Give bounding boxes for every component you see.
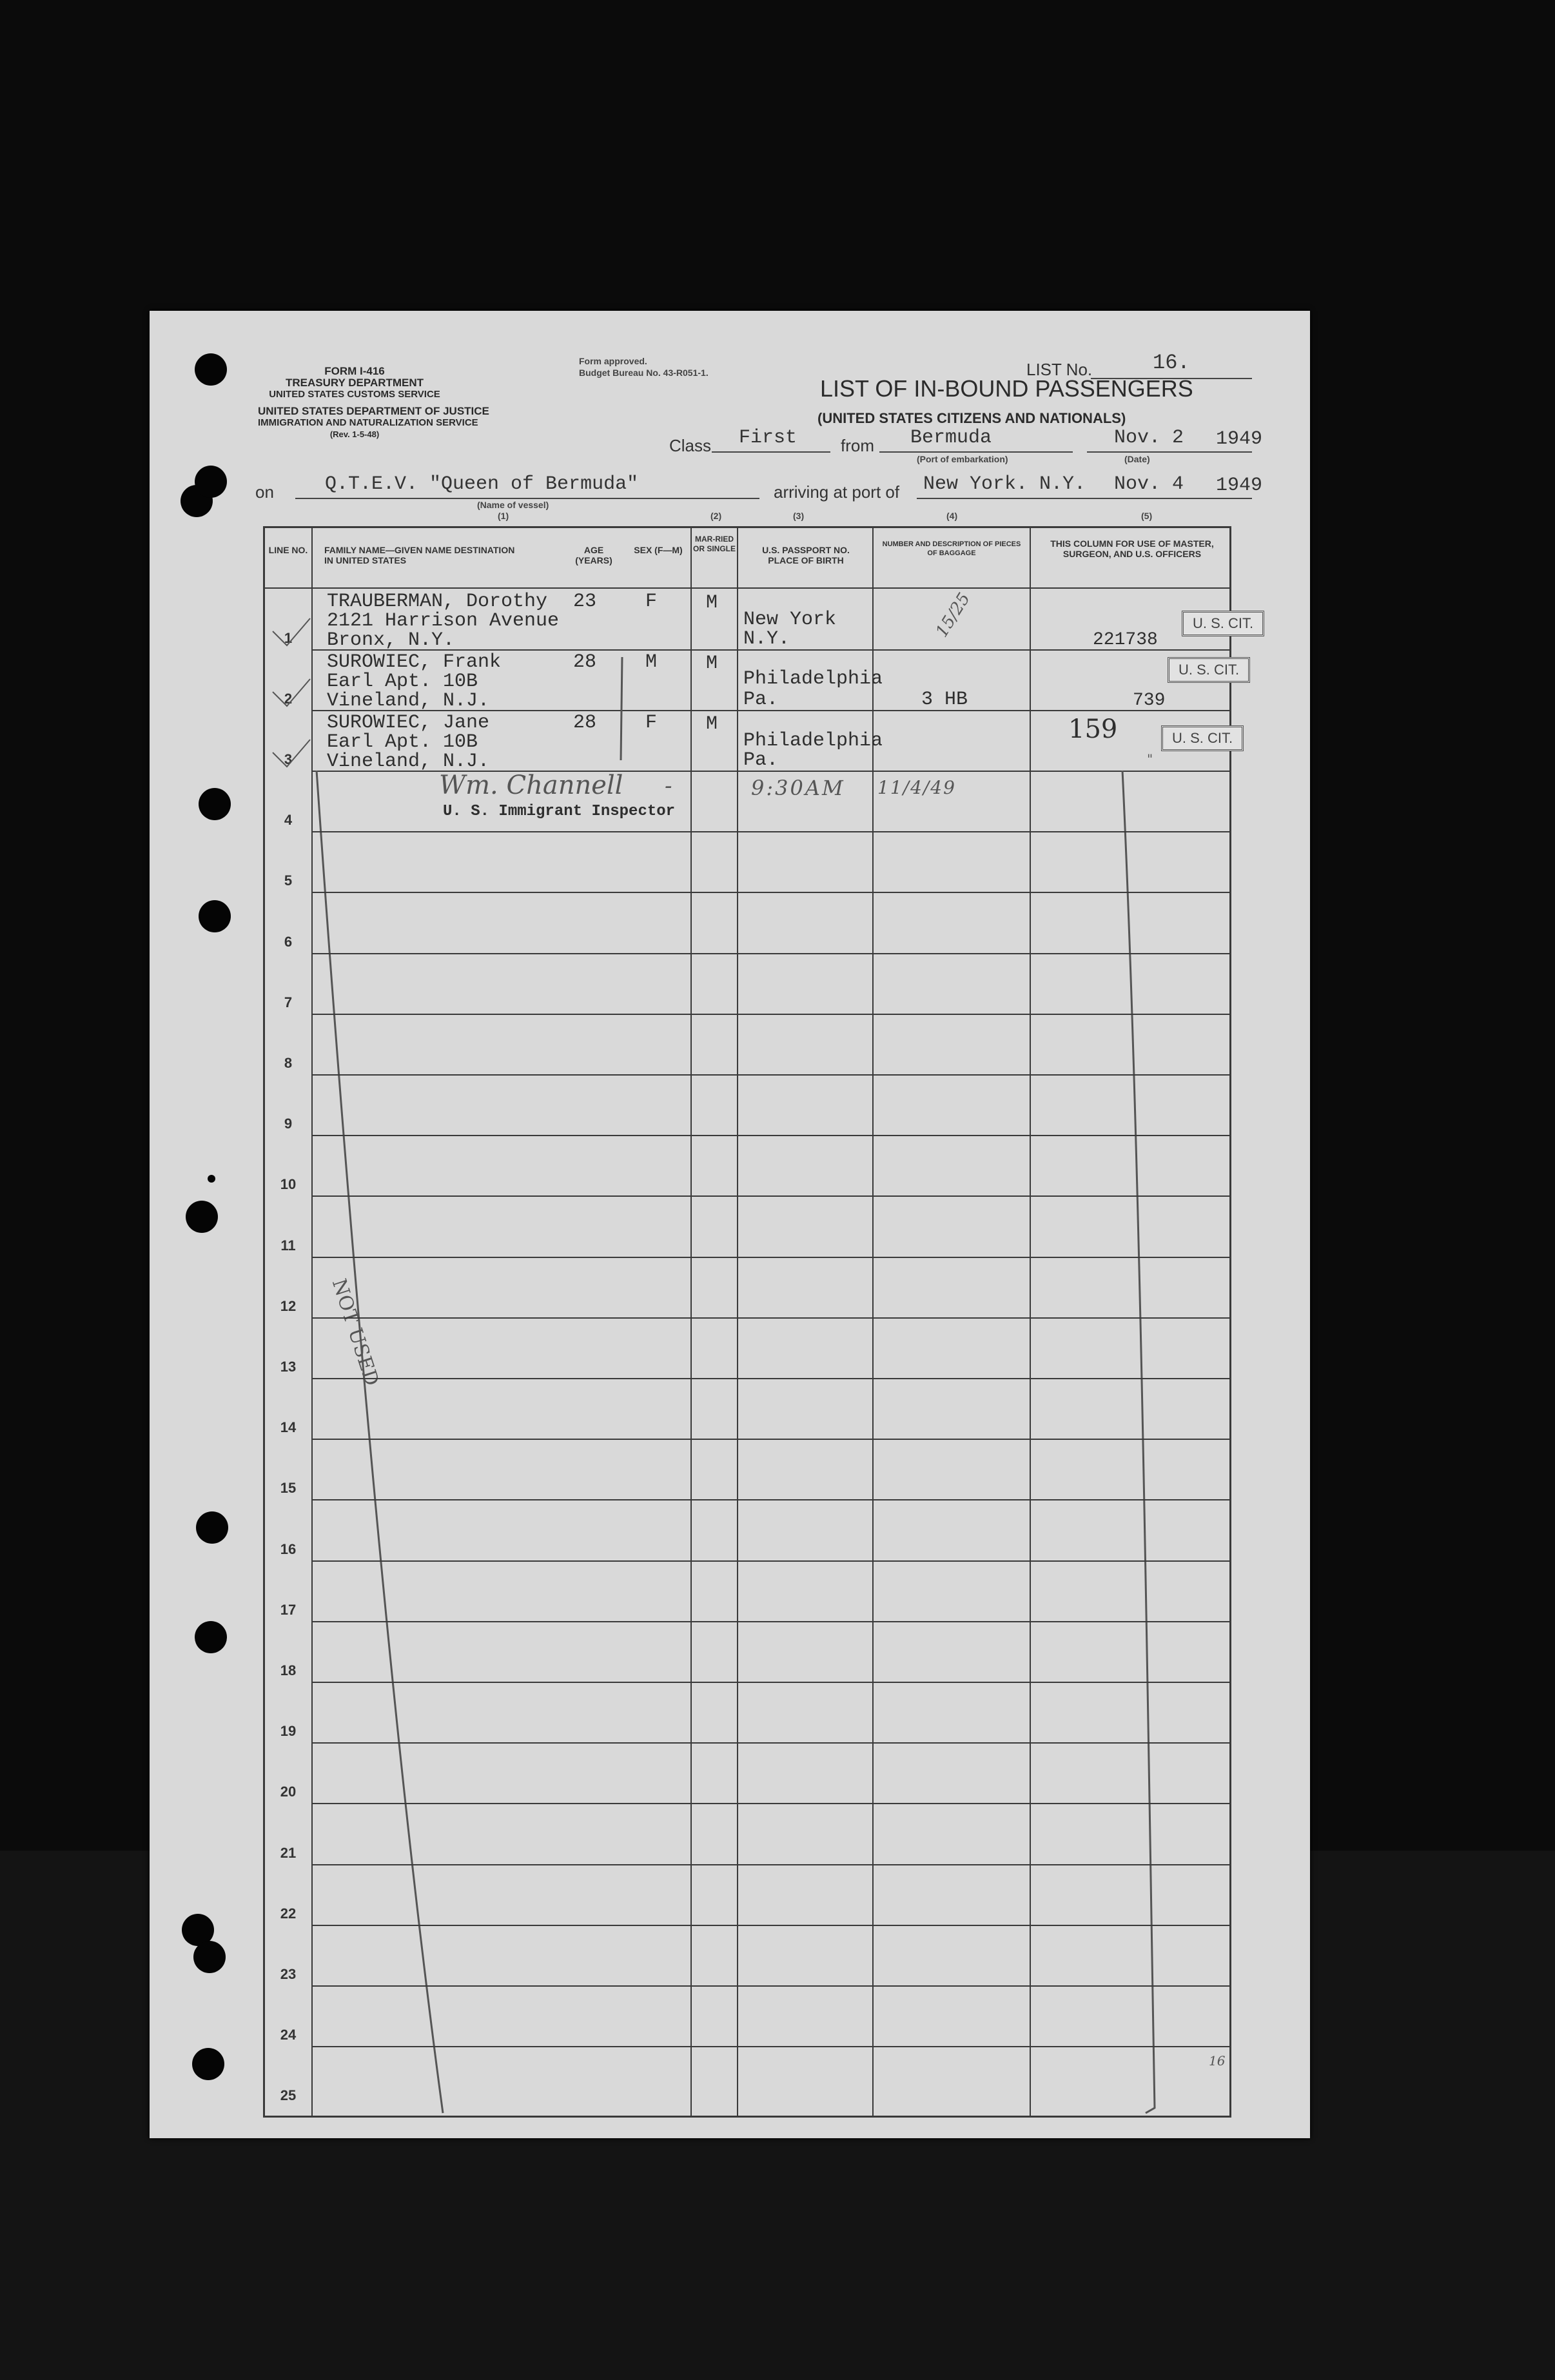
row-rule (311, 1135, 1229, 1136)
col-marker-1: (1) (498, 511, 509, 521)
department-treasury: TREASURY DEPARTMENT (285, 377, 424, 389)
passenger-address: Earl Apt. 10B (327, 731, 478, 753)
passenger-city: Bronx, N.Y. (327, 629, 455, 651)
passenger-city: Vineland, N.J. (327, 690, 490, 712)
punch-hole (196, 1511, 228, 1544)
list-no-line (1091, 378, 1252, 379)
arrival-date: Nov. 4 (1114, 473, 1184, 495)
row-rule (311, 1014, 1229, 1015)
line-number: 25 (280, 2087, 297, 2104)
line-number: 9 (284, 1116, 293, 1132)
line-number: 12 (280, 1297, 297, 1314)
punch-hole (195, 1621, 227, 1653)
birthplace: Philadelphia (743, 668, 883, 690)
departure-date: Nov. 2 (1114, 427, 1184, 449)
line-number: 10 (280, 1176, 297, 1193)
col-marker-3: (3) (793, 511, 805, 521)
birthplace: Philadelphia (743, 730, 883, 752)
arrival-year: 1949 (1216, 475, 1263, 497)
date-line (1087, 451, 1252, 453)
line-number: 21 (280, 1844, 297, 1861)
header-passport: U.S. PASSPORT NO. PLACE OF BIRTH (762, 545, 850, 565)
punch-hole (199, 788, 231, 820)
line-number: 13 (280, 1359, 297, 1375)
inspector-signature: Wm. Channell (439, 771, 623, 800)
row-rule (311, 1195, 1229, 1197)
line-number: 6 (284, 933, 293, 950)
check-mark (273, 740, 310, 767)
row-rule (311, 831, 1229, 832)
punch-hole (192, 2048, 224, 2080)
row-rule (311, 892, 1229, 893)
line-number: 16 (280, 1540, 297, 1557)
from-caption: (Port of embarkation) (917, 454, 1008, 464)
passenger-sex: F (645, 712, 658, 734)
header-name: FAMILY NAME—GIVEN NAME DESTINATION IN UNITED STATES (324, 545, 515, 565)
passenger-name: SUROWIEC, Frank (327, 651, 502, 673)
passenger-age: 23 (573, 591, 597, 613)
ditto-mark: " (1147, 751, 1153, 767)
line-number: 4 (284, 812, 293, 829)
passenger-sex: F (645, 591, 658, 613)
punch-hole (195, 353, 227, 386)
line-number: 2 (284, 691, 293, 707)
from-label: from (841, 436, 874, 455)
vessel-value: Q.T.E.V. "Queen of Bermuda" (325, 473, 639, 495)
punch-hole (186, 1201, 218, 1233)
birthplace-state: Pa. (743, 749, 779, 771)
passenger-city: Vineland, N.J. (327, 751, 490, 772)
passenger-age: 28 (573, 651, 597, 673)
cancel-line-right (1122, 771, 1155, 2113)
header-baggage: NUMBER AND DESCRIPTION OF PIECES OF BAGGAGE (882, 540, 1021, 557)
list-no-label: LIST No. (1026, 360, 1093, 379)
officer-number: 221738 (1093, 630, 1158, 650)
line-number: 20 (280, 1784, 297, 1800)
citizen-stamp: U. S. CIT. (1168, 657, 1250, 683)
departure-year: 1949 (1216, 428, 1263, 450)
passenger-address: Earl Apt. 10B (327, 671, 478, 693)
line-number: 19 (280, 1723, 297, 1740)
arrival-port: New York. N.Y. (923, 473, 1086, 495)
passenger-address: 2121 Harrison Avenue (327, 610, 560, 632)
list-no-value: 16. (1153, 351, 1190, 375)
passenger-sex: M (645, 651, 658, 673)
inspector-title: U. S. Immigrant Inspector (443, 803, 676, 820)
check-mark (273, 679, 310, 706)
line-number: 17 (280, 1601, 297, 1618)
ditto-stroke (621, 657, 622, 760)
line-number: 11 (280, 1237, 296, 1254)
punch-hole (199, 900, 231, 932)
passenger-married: M (706, 653, 718, 674)
arriving-label: arriving at port of (774, 482, 900, 502)
row-rule (311, 953, 1229, 954)
line-number: 8 (284, 1055, 293, 1071)
punch-hole (193, 1941, 226, 1973)
line-number: 15 (280, 1480, 297, 1497)
birthplace-state: Pa. (743, 689, 779, 711)
date-caption: (Date) (1124, 454, 1150, 464)
header-line-no: LINE NO. (268, 545, 308, 555)
check-mark (273, 618, 310, 645)
passenger-married: M (706, 713, 718, 735)
header-officers: THIS COLUMN FOR USE OF MASTER, SURGEON, AND U.S. OFFICERS (1050, 538, 1214, 559)
form-title: LIST OF IN-BOUND PASSENGERS (820, 375, 1193, 402)
passenger-table (263, 526, 1254, 2118)
line-number: 23 (280, 1966, 297, 1982)
line-number: 22 (280, 1905, 297, 1922)
header-age: AGE (YEARS) (575, 545, 612, 565)
row-rule (311, 1621, 1229, 1622)
row-rule (311, 2046, 1229, 2047)
budget-bureau: Budget Bureau No. 43-R051-1. (579, 368, 709, 378)
class-line (712, 451, 830, 453)
line-number: 7 (284, 994, 293, 1010)
row-rule (311, 1742, 1229, 1744)
row-rule (311, 1317, 1229, 1319)
arrival-line (917, 498, 1252, 499)
customs-service: UNITED STATES CUSTOMS SERVICE (269, 389, 440, 400)
row-rule (311, 1439, 1229, 1440)
line-number: 3 (284, 751, 293, 767)
form-number: FORM I-416 (324, 365, 385, 377)
cancel-line-left (317, 771, 443, 2113)
row-rule (311, 1378, 1229, 1379)
page-mark: 16 (1209, 2053, 1226, 2069)
manifest-sheet (150, 311, 1310, 2138)
passenger-married: M (706, 592, 718, 614)
passenger-name: TRAUBERMAN, Dorothy (327, 591, 548, 613)
row-rule (311, 1864, 1229, 1865)
vessel-caption: (Name of vessel) (477, 500, 549, 510)
birthplace: New York (743, 609, 837, 631)
punch-hole (208, 1175, 215, 1183)
baggage-count: 3 HB (921, 689, 968, 711)
row-rule (311, 1985, 1229, 1987)
citizen-stamp: U. S. CIT. (1182, 611, 1264, 636)
cancellation-lines (265, 528, 1229, 2116)
col-marker-2: (2) (710, 511, 722, 521)
vessel-line (295, 498, 759, 499)
line-number: 5 (284, 872, 293, 889)
immigration-service: IMMIGRATION AND NATURALIZATION SERVICE (258, 417, 478, 428)
line-number: 18 (280, 1662, 297, 1678)
form-approved: Form approved. (579, 356, 647, 366)
on-label: on (255, 482, 274, 502)
line-number: 1 (284, 630, 293, 646)
row-rule (311, 1499, 1229, 1500)
row-rule (311, 1925, 1229, 1926)
punch-hole (195, 466, 227, 498)
birthplace-state: N.Y. (743, 628, 790, 650)
form-subtitle: (UNITED STATES CITIZENS AND NATIONALS) (817, 410, 1126, 426)
header-sex: SEX (F—M) (634, 545, 683, 555)
col-marker-5: (5) (1141, 511, 1153, 521)
form-revision: (Rev. 1-5-48) (329, 429, 380, 439)
citizen-stamp: U. S. CIT. (1161, 725, 1244, 751)
row-rule (311, 1682, 1229, 1683)
not-used-note: NOT USED (327, 1276, 384, 1389)
inspection-date: 11/4/49 (877, 777, 956, 798)
row-rule (311, 1803, 1229, 1804)
from-line (879, 451, 1073, 453)
officer-number: 159 (1068, 714, 1118, 744)
passenger-name: SUROWIEC, Jane (327, 712, 490, 734)
row-rule (311, 1257, 1229, 1258)
line-number: 24 (280, 2027, 297, 2043)
passenger-age: 28 (573, 712, 597, 734)
department-justice: UNITED STATES DEPARTMENT OF JUSTICE (258, 405, 489, 417)
line-number: 14 (280, 1419, 297, 1436)
col-marker-4: (4) (946, 511, 958, 521)
signature-dash: - (665, 773, 672, 799)
baggage-note: 15/25 (932, 589, 975, 641)
row-rule (311, 1560, 1229, 1562)
header-married: MAR-RIED OR SINGLE (692, 535, 736, 553)
officer-number: 739 (1133, 691, 1166, 711)
inspection-time: 9:30AM (751, 776, 845, 800)
class-label: Class (669, 436, 712, 455)
from-value: Bermuda (910, 427, 992, 449)
class-value: First (739, 427, 797, 449)
row-rule (311, 1074, 1229, 1076)
